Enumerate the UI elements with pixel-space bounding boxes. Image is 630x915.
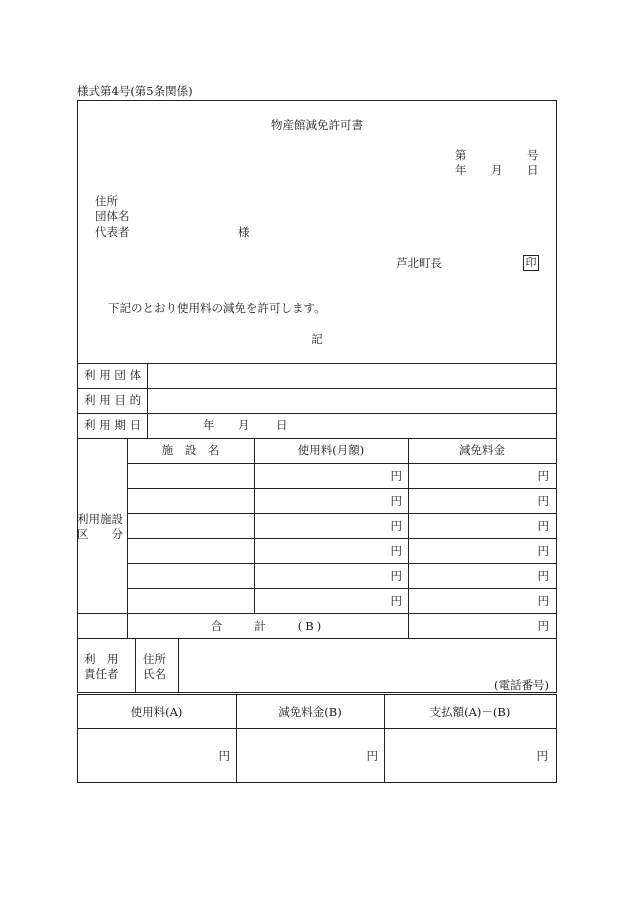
summary-fee-header: 使用料(A) — [130, 705, 183, 719]
notation-ki: 記 — [311, 332, 323, 346]
recipient-address-label: 住所 — [95, 194, 118, 208]
facility-reduced-fee-yen: 円 — [537, 494, 549, 508]
facility-row-divider — [127, 563, 557, 564]
usage-purpose-label: 利用目的 — [84, 393, 145, 407]
facility-fee-yen: 円 — [390, 594, 402, 608]
form-number-label: 様式第4号(第5条関係) — [77, 84, 193, 98]
responsible-address-label: 住所 — [143, 652, 166, 666]
facility-reduced-fee-header: 減免料金 — [459, 443, 505, 457]
facility-row-divider — [127, 513, 557, 514]
row-divider — [77, 438, 557, 439]
summary-reduced-fee-header: 減免料金(B) — [278, 705, 342, 719]
usage-date-month: 月 — [238, 418, 250, 432]
facility-section-label-line2: 区 分 — [77, 527, 123, 541]
row-divider — [77, 638, 557, 639]
responsible-label-line2: 責任者 — [84, 667, 119, 681]
usage-group-label: 利用団体 — [84, 368, 145, 382]
facility-fee-yen: 円 — [390, 469, 402, 483]
responsible-label-line1: 利 用 — [84, 652, 119, 666]
facility-fee-yen: 円 — [390, 569, 402, 583]
facility-reduced-fee-yen: 円 — [537, 594, 549, 608]
issue-date-day: 日 — [527, 163, 539, 177]
column-divider — [408, 438, 409, 638]
responsible-name-label: 氏名 — [143, 667, 166, 681]
facility-row-divider — [127, 538, 557, 539]
total-reduced-fee-yen: 円 — [537, 619, 549, 633]
column-divider — [135, 638, 136, 692]
seal-character: 印 — [525, 256, 537, 269]
phone-number-label: (電話番号) — [494, 678, 549, 692]
facility-row-divider — [127, 488, 557, 489]
issue-date-year: 年 — [455, 163, 467, 177]
summary-payment-yen: 円 — [536, 749, 548, 763]
issuer-title: 芦北町長 — [396, 256, 442, 270]
issue-date-month: 月 — [491, 163, 503, 177]
usage-group-field — [148, 364, 556, 388]
column-divider — [127, 438, 128, 638]
usage-date-label: 利用期日 — [84, 418, 145, 432]
summary-payment-header: 支払額(A)－(B) — [429, 705, 511, 719]
facility-section-label-line1: 利用施設 — [77, 512, 123, 526]
facility-row-divider — [127, 588, 557, 589]
document-number-prefix: 第 — [455, 148, 467, 162]
usage-date-year: 年 — [203, 418, 215, 432]
usage-date-day: 日 — [276, 418, 288, 432]
facility-row-divider — [127, 463, 557, 464]
row-divider — [77, 728, 557, 729]
facility-reduced-fee-yen: 円 — [537, 544, 549, 558]
total-label: 合 計 (B) — [210, 619, 325, 633]
facility-fee-yen: 円 — [390, 519, 402, 533]
row-divider — [77, 413, 557, 414]
document-number-suffix: 号 — [527, 148, 539, 162]
facility-fee-yen: 円 — [390, 494, 402, 508]
facility-name-header: 施 設 名 — [161, 443, 220, 457]
recipient-honorific: 様 — [238, 225, 250, 239]
facility-fee-yen: 円 — [390, 544, 402, 558]
recipient-group-label: 団体名 — [95, 209, 130, 223]
summary-fee-yen: 円 — [218, 749, 230, 763]
usage-purpose-field — [148, 389, 556, 413]
document-title: 物産館減免許可書 — [271, 118, 363, 132]
facility-reduced-fee-yen: 円 — [537, 519, 549, 533]
summary-reduced-fee-yen: 円 — [366, 749, 378, 763]
facility-reduced-fee-yen: 円 — [537, 469, 549, 483]
facility-reduced-fee-yen: 円 — [537, 569, 549, 583]
permit-statement: 下記のとおり使用料の減免を許可します。 — [108, 301, 326, 315]
facility-fee-header: 使用料(月額) — [297, 443, 365, 457]
row-divider — [77, 613, 557, 614]
recipient-representative-label: 代表者 — [95, 225, 130, 239]
seal-mark — [523, 255, 539, 271]
